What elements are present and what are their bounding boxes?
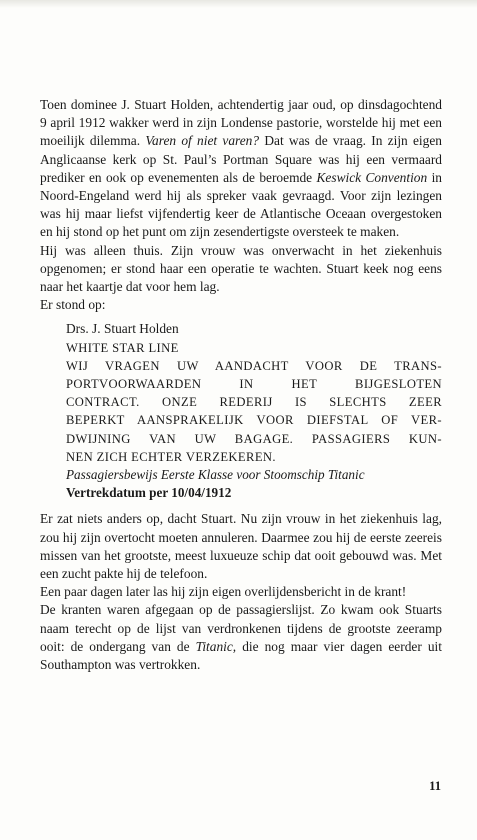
ticket-line-5: DWIJNING VAN UW BAGAGE. PASSAGIERS KUN- (66, 431, 442, 446)
p1-text-d: Dat was de vraag. In zijn eigen Anglicaanse kerk op St. Paul’s Portman Square was hij een vermaard prediker en ook op evenementen als de beroemde (40, 133, 442, 185)
paragraph-1 (40, 96, 442, 242)
paragraph-5: Een paar dagen later las hij zijn eigen overlijdensbericht in de krant! (40, 584, 407, 600)
ticket-name: Drs. J. Stuart Holden (66, 321, 179, 337)
paragraph-6 (40, 601, 442, 674)
p1-text-a: Toen dominee J. Stuart Holden, achtendertig jaar oud, op (40, 97, 354, 112)
p1-italic-question: Varen of niet varen? (145, 133, 260, 149)
p1-text-c: pastorie, worstelde hij met een moeilijk dilemma. (40, 115, 443, 149)
p1-text-b: dinsdagochtend 9 april 1912 wakker werd in zijn Londense (40, 97, 442, 131)
p1-text-e: in Noord-Engeland werd hij als spreker vaak gevraagd. Voor zijn lezingen was hij maar liefst vijfendertig keer de Atlantische Oceaan overgestoken en hij stond op het punt om zijn zesendertigste oversteek te maken. (40, 169, 442, 240)
paragraph-3: Er stond op: (40, 297, 106, 313)
ticket-line-4: BEPERKT AANSPRAKELIJK VOOR DIEFSTAL OF VER- (66, 413, 442, 428)
p6-text-a: De kranten waren afgegaan op de passagierslijst. Zo kwam ook Stuarts naam terecht op de lijst van verdronkenen tijdens de grootste zeeramp ooit: de ondergang van de (40, 602, 442, 654)
p1-italic-keswick: Keswick Convention (316, 169, 428, 185)
scan-edge-shadow (0, 0, 477, 8)
ticket-line-3: CONTRACT. ONZE REDERIJ IS SLECHTS ZEER (66, 395, 442, 410)
p6-italic-titanic: Titanic, (195, 638, 237, 654)
p6-text-b: die nog maar vier dagen eerder uit Southampton was vertrokken. (40, 638, 442, 673)
page-number: 11 (429, 779, 441, 793)
ticket-line-1: WIJ VRAGEN UW AANDACHT VOOR DE TRANS- (66, 358, 442, 373)
ticket-text (66, 320, 442, 502)
ticket-line-6: NEN ZICH ECHTER VERZEKEREN. (66, 449, 276, 464)
ticket-type: Passagiersbewijs Eerste Klasse voor Stoomschip Titanic (66, 467, 365, 483)
page-text (40, 96, 442, 674)
paragraph-4: Er zat niets anders op, dacht Stuart. Nu zijn vrouw in het ziekenhuis lag, zou hij zijn overtocht moeten annuleren. Daarmee zou hij de eerste zeereis missen van het grootste, meest luxueuze schip dat ooit gebouwd was. Met een zucht pakte hij de telefoon. (40, 511, 442, 582)
paragraph-2: Hij was alleen thuis. Zijn vrouw was onverwacht in het ziekenhuis opgenomen; er stond haar een operatie te wachten. Stuart keek nog eens naar het kaartje dat voor hem lag. (40, 242, 442, 295)
ticket-company: WHITE STAR LINE (66, 340, 179, 355)
ticket-departure-date: Vertrekdatum per 10/04/1912 (66, 485, 232, 501)
ticket-line-2: PORTVOORWAARDEN IN HET BIJGESLOTEN (66, 377, 442, 392)
